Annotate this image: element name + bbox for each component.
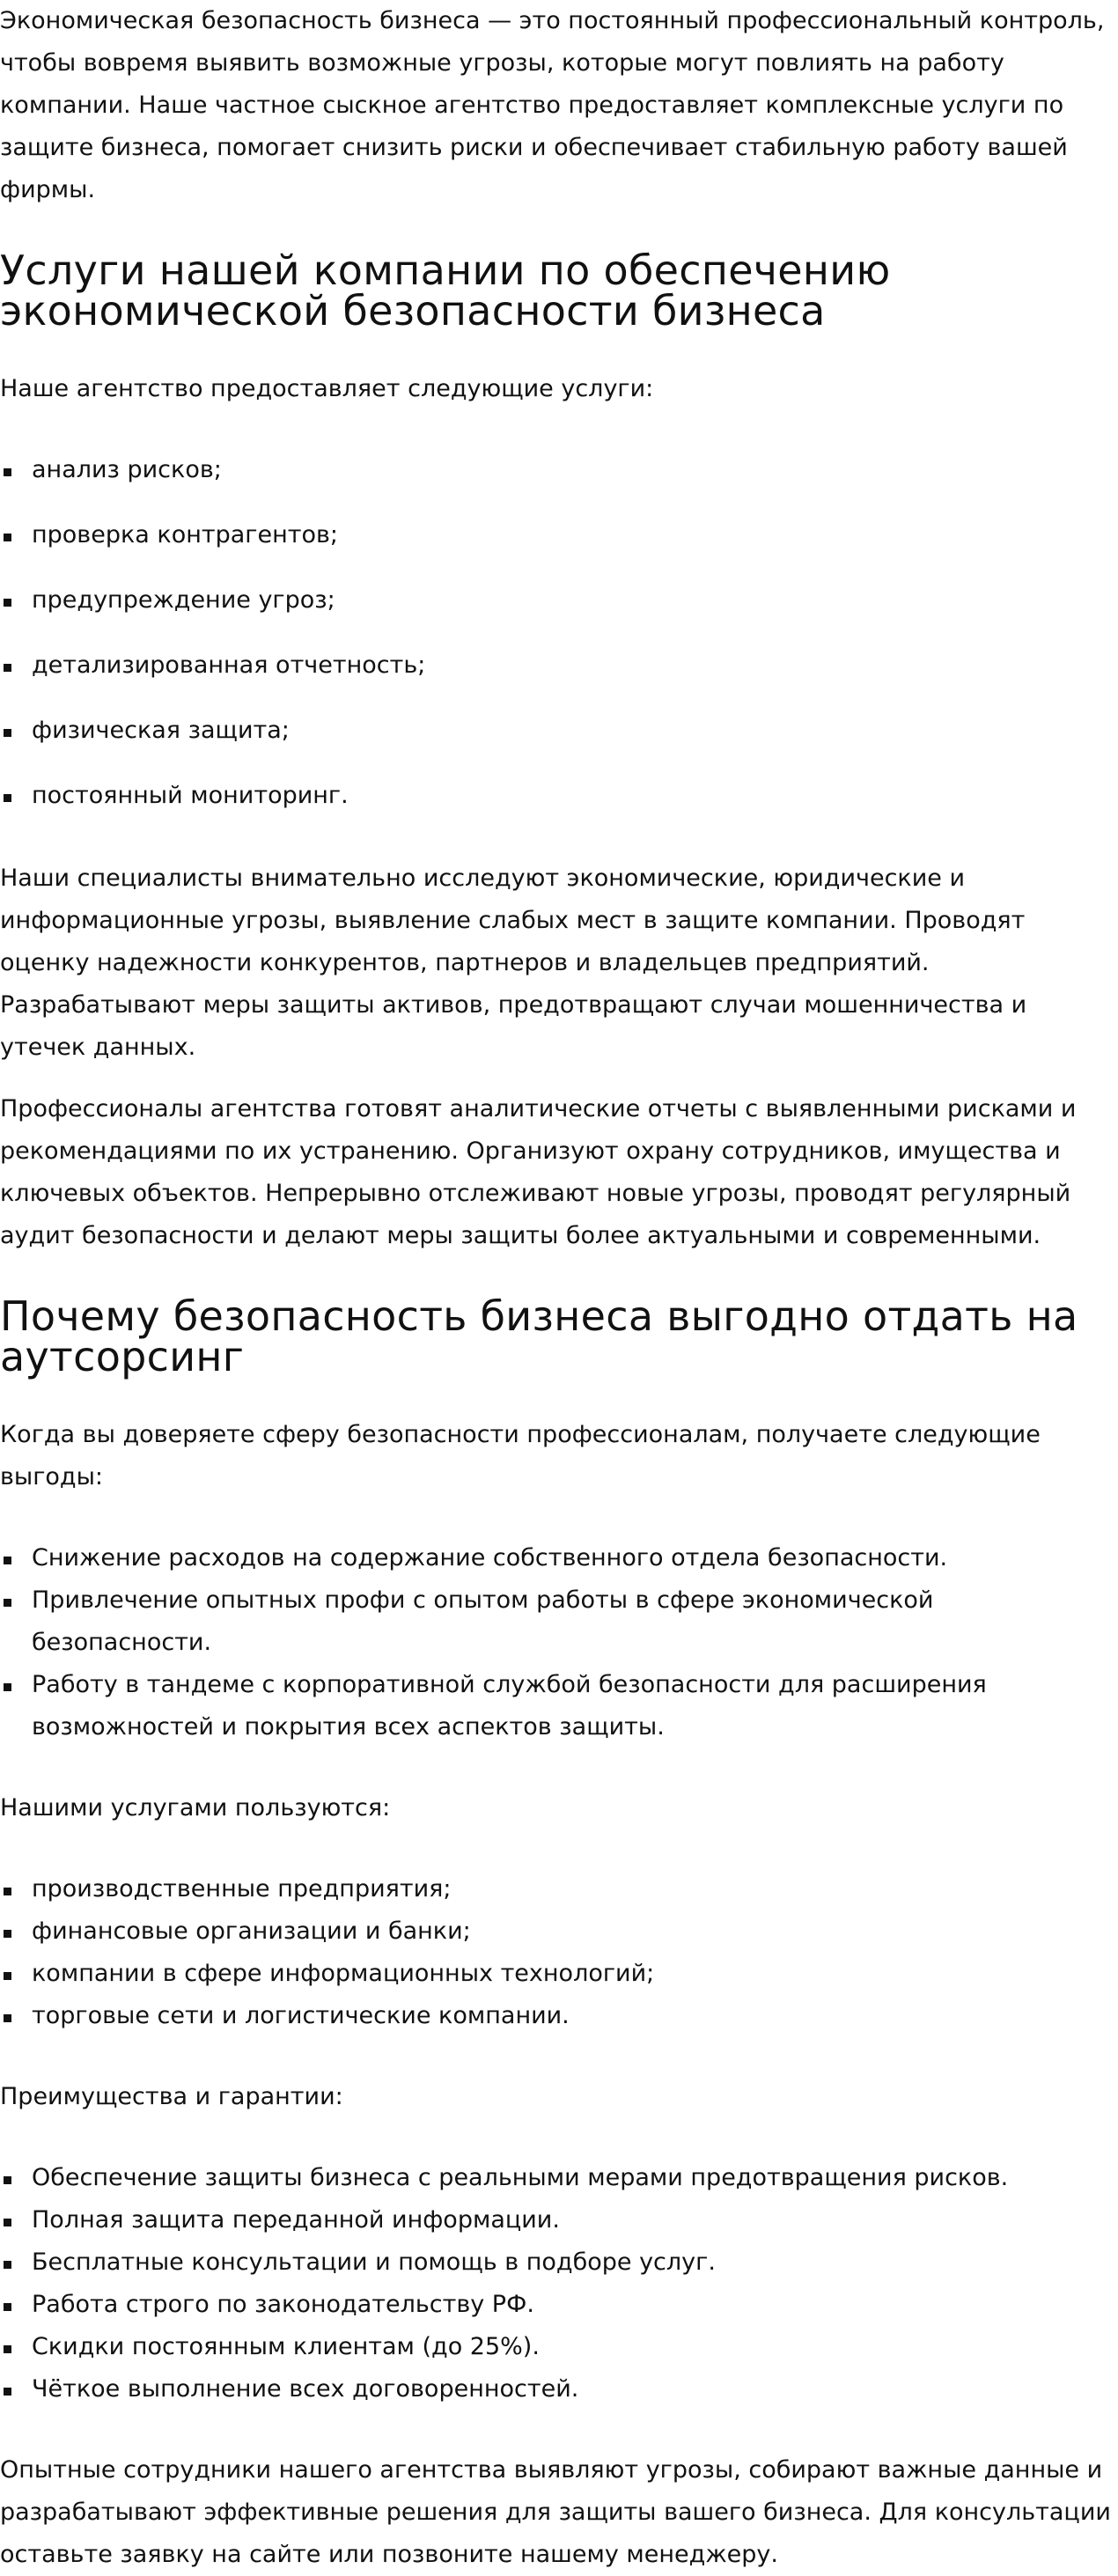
services-heading: Услуги нашей компании по обеспечению экономической безопасности бизнеса <box>0 247 891 335</box>
list-item: Чёткое выполнение всех договоренностей. <box>0 2368 1111 2410</box>
list-item: Работа строго по законодательству РФ. <box>0 2284 1111 2326</box>
specialists-paragraph: Наши специалисты внимательно исследуют экономические, юридические и информационные угрозы, выявление слабых мест в защите компании. Проводят оценку надежности конкурентов, партнеров и владельцев предприятий. Разрабатывают меры защиты активов, предотвращают случаи мошенничества и утечек данных. <box>0 865 1027 1061</box>
list-item: детализированная отчетность; <box>0 644 1111 687</box>
benefits-lead: Когда вы доверяете сферу безопасности профессионалам, получаете следующие выгоды: <box>0 1421 1041 1490</box>
list-item: компании в сфере информационных технологий; <box>0 1953 1111 1995</box>
list-item: физическая защита; <box>0 710 1111 752</box>
list-item: анализ рисков; <box>0 449 1111 491</box>
clients-lead: Нашими услугами пользуются: <box>0 1794 391 1822</box>
list-item: Полная защита переданной информации. <box>0 2199 1111 2241</box>
list-item: проверка контрагентов; <box>0 514 1111 556</box>
clients-list <box>0 1868 1111 2037</box>
services-list <box>0 449 1111 817</box>
benefits-list <box>0 1537 1111 1748</box>
list-item: постоянный мониторинг. <box>0 775 1111 817</box>
guarantees-lead: Преимущества и гарантии: <box>0 2083 343 2110</box>
list-item: Скидки постоянным клиентам (до 25%). <box>0 2326 1111 2368</box>
list-item: Работу в тандеме с корпоративной службой безопасности для расширения возможностей и покрытия всех аспектов защиты. <box>0 1664 1111 1748</box>
outsourcing-heading: Почему безопасность бизнеса выгодно отдать на аутсорсинг <box>0 1292 1078 1380</box>
professionals-paragraph: Профессионалы агентства готовят аналитические отчеты с выявленными рисками и рекомендациями по их устранению. Организуют охрану сотрудников, имущества и ключевых объектов. Непрерывно отслеживают новые угрозы, проводят регулярный аудит безопасности и делают меры защиты более актуальными и современными. <box>0 1095 1077 1249</box>
list-item: Обеспечение защиты бизнеса с реальными мерами предотвращения рисков. <box>0 2157 1111 2199</box>
guarantees-list <box>0 2157 1111 2410</box>
list-item: Привлечение опытных профи с опытом работы в сфере экономической безопасности. <box>0 1579 1111 1664</box>
services-lead: Наше агентство предоставляет следующие услуги: <box>0 375 654 402</box>
list-item: Снижение расходов на содержание собственного отдела безопасности. <box>0 1537 1111 1579</box>
list-item: торговые сети и логистические компании. <box>0 1995 1111 2037</box>
list-item: Бесплатные консультации и помощь в подборе услуг. <box>0 2241 1111 2284</box>
closing-paragraph: Опытные сотрудники нашего агентства выявляют угрозы, собирают важные данные и разрабатывают эффективные решения для защиты вашего бизнеса. Для консультации оставьте заявку на сайте или позвоните нашему менеджеру. <box>0 2456 1111 2568</box>
list-item: производственные предприятия; <box>0 1868 1111 1910</box>
list-item: финансовые организации и банки; <box>0 1910 1111 1953</box>
list-item: предупреждение угроз; <box>0 579 1111 622</box>
intro-paragraph: Экономическая безопасность бизнеса — это постоянный профессиональный контроль, чтобы вовремя выявить возможные угрозы, которые могут повлиять на работу компании. Наше частное сыскное агентство предоставляет комплексные услуги по защите бизнеса, помогает снизить риски и обеспечивает стабильную работу вашей фирмы. <box>0 7 1105 203</box>
